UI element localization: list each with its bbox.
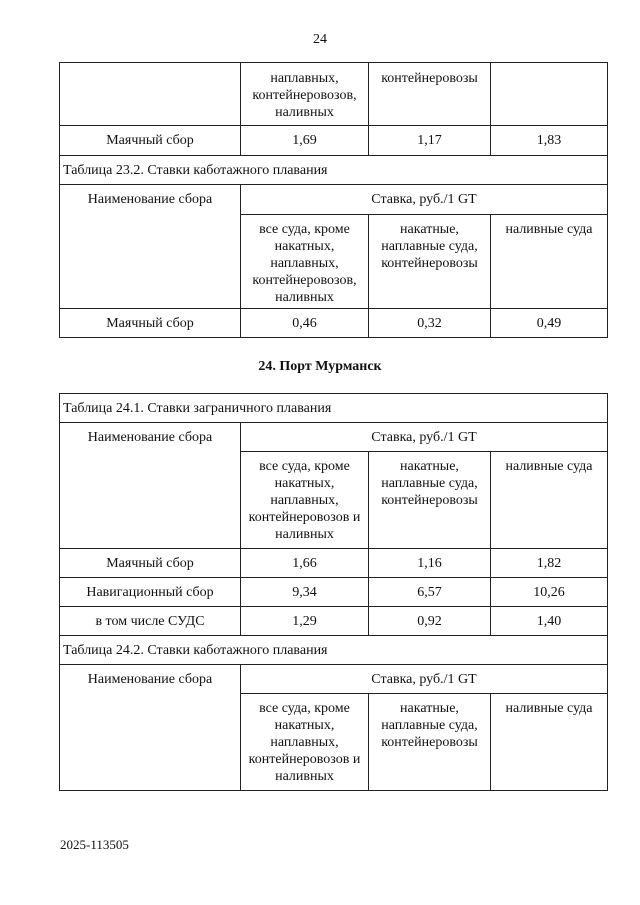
rate-header: Ставка, руб./1 GT	[241, 423, 608, 452]
column-header: все суда, кроме накатных, наплавных, контейнеровозов и наливных	[241, 694, 369, 791]
column-header: накатные, наплавные суда, контейнеровозы	[369, 694, 491, 791]
rate-value: 0,92	[369, 607, 491, 636]
rate-value: 1,66	[241, 549, 369, 578]
fee-name: Навигационный сбор	[60, 578, 241, 607]
name-column-header: Наименование сбора	[60, 665, 241, 791]
rate-value: 1,17	[369, 126, 491, 156]
table-24	[59, 393, 608, 791]
rate-value: 0,49	[491, 309, 608, 338]
rate-value: 1,40	[491, 607, 608, 636]
page-number: 24	[313, 32, 327, 47]
fee-name: Маячный сбор	[60, 126, 241, 156]
rate-value: 1,83	[491, 126, 608, 156]
table-row	[60, 126, 608, 156]
column-header-1-tail: наплавных, контейнеровозов, наливных	[241, 63, 369, 126]
column-header: наливные суда	[491, 694, 608, 791]
rate-value: 1,16	[369, 549, 491, 578]
table-caption: Таблица 23.2. Ставки каботажного плавания	[60, 156, 608, 185]
table-row	[60, 549, 608, 578]
table-row	[60, 578, 608, 607]
rate-value: 1,82	[491, 549, 608, 578]
table-row	[60, 607, 608, 636]
column-header-3-tail	[491, 63, 608, 126]
column-header-2-tail: контейнеровозы	[369, 63, 491, 126]
column-header: все суда, кроме накатных, наплавных, контейнеровозов и наливных	[241, 452, 369, 549]
rate-value: 1,69	[241, 126, 369, 156]
rate-header: Ставка, руб./1 GT	[241, 665, 608, 694]
rate-value: 6,57	[369, 578, 491, 607]
document-id: 2025-113505	[60, 837, 129, 852]
name-column-header: Наименование сбора	[60, 423, 241, 549]
rate-value: 0,46	[241, 309, 369, 338]
fee-name: Маячный сбор	[60, 549, 241, 578]
rate-header: Ставка, руб./1 GT	[241, 185, 608, 215]
table-23-1-continued	[59, 62, 608, 338]
fee-name: Маячный сбор	[60, 309, 241, 338]
fee-name: в том числе СУДС	[60, 607, 241, 636]
table-caption: Таблица 24.2. Ставки каботажного плавания	[60, 636, 608, 665]
column-header: накатные, наплавные суда, контейнеровозы	[369, 452, 491, 549]
column-header: наливные суда	[491, 452, 608, 549]
rate-value: 0,32	[369, 309, 491, 338]
name-column-header: Наименование сбора	[60, 185, 241, 309]
column-header: все суда, кроме накатных, наплавных, контейнеровозов, наливных	[241, 215, 369, 309]
section-heading: 24. Порт Мурманск	[258, 359, 382, 374]
table-caption: Таблица 24.1. Ставки заграничного плавания	[60, 394, 608, 423]
column-header: накатные, наплавные суда, контейнеровозы	[369, 215, 491, 309]
rate-value: 1,29	[241, 607, 369, 636]
table-row	[60, 309, 608, 338]
rate-value: 9,34	[241, 578, 369, 607]
empty-name-cell	[60, 63, 241, 126]
rate-value: 10,26	[491, 578, 608, 607]
column-header: наливные суда	[491, 215, 608, 309]
